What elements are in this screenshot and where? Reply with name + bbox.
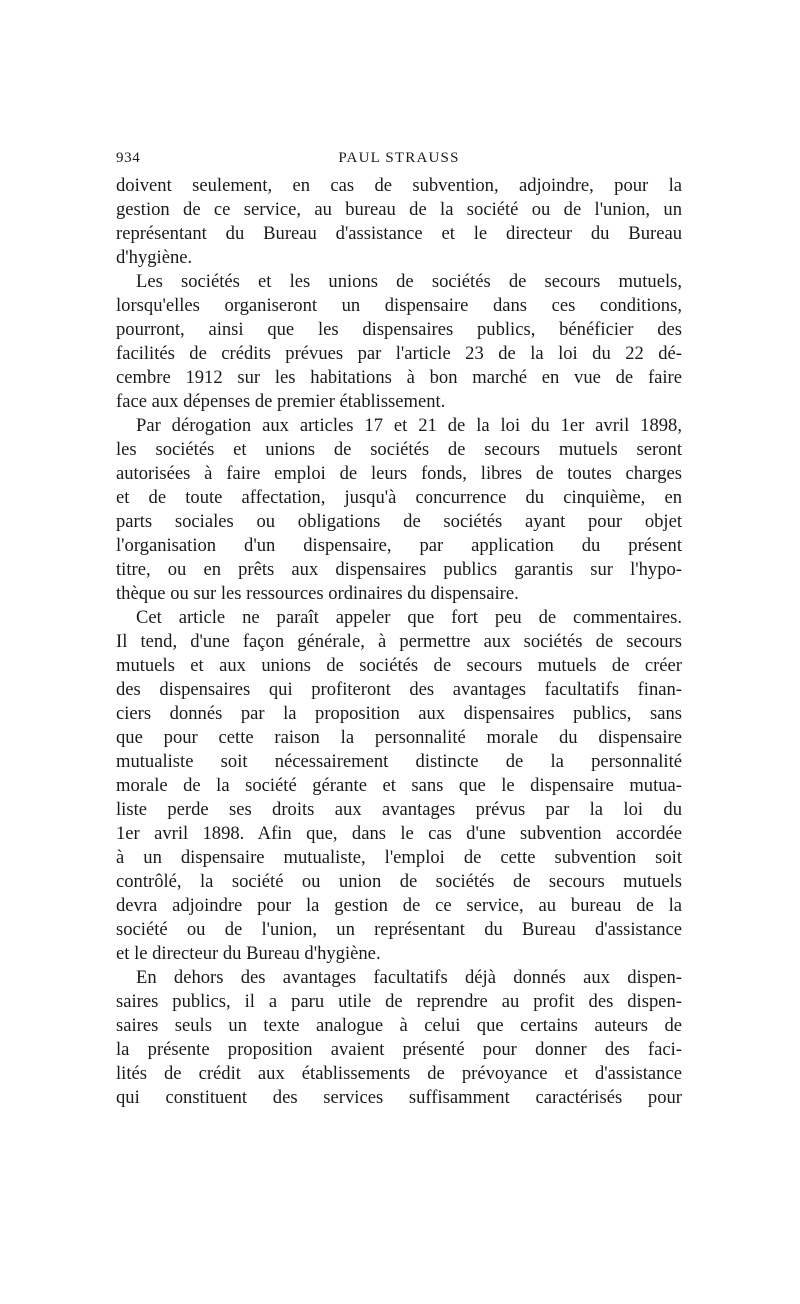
text-line: ciers donnés par la proposition aux dispensaires publics, sans [116, 703, 682, 724]
page-header [116, 144, 682, 174]
paragraph [116, 966, 682, 1110]
text-line: face aux dépenses de premier établissement. [116, 391, 446, 412]
running-title: PAUL STRAUSS [338, 150, 460, 166]
paragraph [116, 606, 682, 966]
text-line: qui constituent des services suffisamment caractérisés pour [116, 1087, 682, 1108]
text-line: la présente proposition avaient présenté pour donner des faci- [116, 1039, 682, 1060]
book-page [116, 144, 682, 1110]
text-line: pourront, ainsi que les dispensaires publics, bénéficier des [116, 319, 682, 340]
text-line: titre, ou en prêts aux dispensaires publics garantis sur l'hypo- [116, 559, 682, 580]
text-line: gestion de ce service, au bureau de la société ou de l'union, un [116, 199, 682, 220]
text-line: mutuels et aux unions de sociétés de secours mutuels de créer [116, 655, 682, 676]
paragraph [116, 414, 682, 606]
text-line: et le directeur du Bureau d'hygiène. [116, 943, 381, 964]
body-text [116, 174, 682, 1110]
text-line: morale de la société gérante et sans que le dispensaire mutua- [116, 775, 682, 796]
text-line: représentant du Bureau d'assistance et le directeur du Bureau [116, 223, 682, 244]
text-line: contrôlé, la société ou union de sociétés de secours mutuels [116, 871, 682, 892]
text-line: à un dispensaire mutualiste, l'emploi de cette subvention soit [116, 847, 682, 868]
text-line: doivent seulement, en cas de subvention, adjoindre, pour la [116, 175, 682, 196]
text-line: parts sociales ou obligations de sociétés ayant pour objet [116, 511, 682, 532]
text-line: cembre 1912 sur les habitations à bon marché en vue de faire [116, 367, 682, 388]
text-line: liste perde ses droits aux avantages prévus par la loi du [116, 799, 682, 820]
text-line: Par dérogation aux articles 17 et 21 de la loi du 1er avril 1898, [136, 415, 682, 436]
text-line: que pour cette raison la personnalité morale du dispensaire [116, 727, 682, 748]
text-line: les sociétés et unions de sociétés de secours mutuels seront [116, 439, 682, 460]
text-line: Les sociétés et les unions de sociétés de secours mutuels, [136, 271, 682, 292]
text-line: saires publics, il a paru utile de reprendre au profit des dispen- [116, 991, 682, 1012]
text-line: facilités de crédits prévues par l'article 23 de la loi du 22 dé- [116, 343, 682, 364]
text-line: lorsqu'elles organiseront un dispensaire dans ces conditions, [116, 295, 682, 316]
text-line: des dispensaires qui profiteront des avantages facultatifs finan- [116, 679, 682, 700]
page-number: 934 [116, 150, 141, 166]
text-line: 1er avril 1898. Afin que, dans le cas d'une subvention accordée [116, 823, 682, 844]
text-line: lités de crédit aux établissements de prévoyance et d'assistance [116, 1063, 682, 1084]
text-line: d'hygiène. [116, 247, 193, 268]
text-line: Cet article ne paraît appeler que fort peu de commentaires. [136, 607, 682, 628]
text-line: et de toute affectation, jusqu'à concurrence du cinquième, en [116, 487, 682, 508]
text-line: l'organisation d'un dispensaire, par application du présent [116, 535, 682, 556]
text-line: société ou de l'union, un représentant du Bureau d'assistance [116, 919, 682, 940]
text-line: En dehors des avantages facultatifs déjà donnés aux dispen- [136, 967, 682, 988]
text-line: devra adjoindre pour la gestion de ce service, au bureau de la [116, 895, 682, 916]
text-line: saires seuls un texte analogue à celui que certains auteurs de [116, 1015, 682, 1036]
paragraph [116, 174, 682, 270]
text-line: mutualiste soit nécessairement distincte de la personnalité [116, 751, 682, 772]
text-line: autorisées à faire emploi de leurs fonds, libres de toutes charges [116, 463, 682, 484]
paragraph [116, 270, 682, 414]
text-line: Il tend, d'une façon générale, à permettre aux sociétés de secours [116, 631, 682, 652]
text-line: thèque ou sur les ressources ordinaires du dispensaire. [116, 583, 519, 604]
